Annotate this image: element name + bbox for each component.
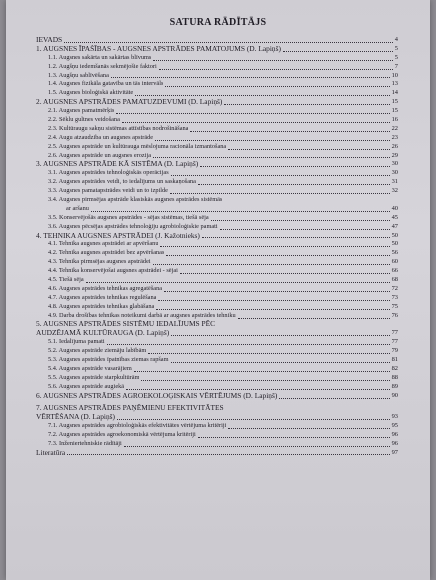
toc-entry-page: 75 bbox=[391, 302, 398, 310]
toc-entry-page: 96 bbox=[391, 430, 398, 438]
toc-entry-page: 15 bbox=[391, 98, 398, 106]
toc-entry bbox=[36, 134, 398, 143]
toc-entry-title: 1.3. Augšņu sablīvēšana bbox=[48, 71, 109, 79]
dot-leader bbox=[279, 398, 389, 399]
toc-entry-page: 45 bbox=[391, 213, 398, 221]
toc-entry-page: 96 bbox=[391, 439, 398, 447]
toc-entry bbox=[36, 431, 398, 440]
toc-entry bbox=[36, 232, 398, 241]
toc-entry-title: 6. AUGSNES APSTRĀDES AGROEKOLOĢISKAIS VĒRTĒJUMS (D. Lapiņš) bbox=[36, 391, 278, 400]
toc-entry bbox=[36, 347, 398, 356]
toc-entry-page: 14 bbox=[391, 89, 398, 97]
toc-entry-page: 97 bbox=[391, 448, 398, 456]
toc-entry-title: 3.5. Konservējošās augsnes apstrādes - sējas sistēmas, tiešā sēja bbox=[48, 213, 209, 221]
toc-entry bbox=[36, 125, 398, 134]
toc-entry-title: 7.1. Augsnes apstrādes agrobioloģiskās efektivitātes vērtējuma kritēriji bbox=[48, 421, 227, 429]
toc-entry-title: 3. AUGSNES APSTRĀDE KĀ SISTĒMA (D. Lapiņš) bbox=[36, 160, 199, 169]
toc-entry bbox=[36, 392, 398, 401]
dot-leader bbox=[224, 104, 389, 105]
toc-entry-page: 82 bbox=[391, 364, 398, 372]
toc-entry-page: 26 bbox=[391, 142, 398, 150]
toc-entry-title: 1.5. Augsnes bioloģiskā aktivitāte bbox=[48, 89, 134, 97]
toc-entry-title: 5.1. Iedalījuma pamati bbox=[48, 338, 105, 346]
dot-leader bbox=[228, 149, 389, 150]
toc-entry bbox=[36, 356, 398, 365]
toc-entry-page: 32 bbox=[391, 187, 398, 195]
toc-entry-title: 5.3. Augsnes apstrādes īpatnības ziemas rapšam bbox=[48, 356, 169, 364]
dot-leader bbox=[153, 264, 390, 265]
toc-entry-title: 3.2. Augsnes apstrādes veidi, to iedalījums un saskaņošana bbox=[48, 178, 196, 186]
toc-entry-title: 5.5. Augsnes apstrāde starpkultūrām bbox=[48, 373, 140, 381]
toc-entry-page: 47 bbox=[391, 222, 398, 230]
dot-leader bbox=[200, 166, 389, 167]
dot-leader bbox=[198, 184, 390, 185]
toc-entry bbox=[36, 196, 398, 205]
dot-leader bbox=[202, 237, 390, 238]
toc-entry bbox=[36, 63, 398, 72]
toc-entry bbox=[36, 312, 398, 321]
toc-entry-title: 4.4. Tehnika konservējošai augsnes apstrādei - sējai bbox=[48, 267, 178, 275]
toc-entry-title: 7.2. Augsnes apstrādes agroekonomiskā vērtējuma kritēriji bbox=[48, 430, 196, 438]
toc-entry-title: 1.1. Augsnes sakārta un sakārtas blīvums bbox=[48, 53, 152, 61]
toc-entry-title: 4.5. Tiešā sēja bbox=[48, 276, 84, 284]
toc-entry-page: 77 bbox=[391, 338, 398, 346]
toc-entry-page: 30 bbox=[391, 160, 398, 168]
dot-leader bbox=[171, 335, 389, 336]
dot-leader bbox=[156, 309, 389, 310]
dot-leader bbox=[122, 122, 390, 123]
toc-entry-title: 1.4. Augsnes fizikāla gatavība un tās intervāls bbox=[48, 80, 164, 88]
dot-leader bbox=[153, 60, 392, 61]
toc-entry-page: 16 bbox=[391, 116, 398, 123]
toc-entry-title: Literatūra bbox=[36, 448, 66, 457]
dot-leader bbox=[171, 175, 390, 176]
toc-entry-title: 4.6. Augsnes apstrādes tehnikas agregatēšana bbox=[48, 284, 163, 292]
toc-entry-page: 5 bbox=[394, 53, 398, 61]
dot-leader bbox=[153, 157, 390, 158]
dot-leader bbox=[228, 428, 389, 429]
toc-entry-title: 4.9. Darba drošības tehnikas noteikumi darbā ar augsnes apstrādes tehniku bbox=[48, 311, 236, 319]
toc-entry-page: 4 bbox=[394, 35, 398, 43]
dot-leader bbox=[67, 454, 389, 455]
toc-entry-page: 77 bbox=[391, 329, 398, 337]
toc-entry bbox=[36, 54, 398, 63]
toc-entry-title: 2. AUGSNES APSTRĀDES PAMATUZDEVUMI (D. Lapiņš) bbox=[36, 98, 223, 107]
toc-entry bbox=[36, 205, 398, 214]
toc-entry bbox=[36, 422, 398, 431]
toc-entry bbox=[36, 413, 398, 422]
toc-entry-title: 1. AUGSNES ĪPAŠĪBAS - AUGSNES APSTRĀDES PAMATOJUMS (D. Lapiņš) bbox=[36, 44, 281, 53]
toc-entry-title: 2.1. Augsnes pamatmērķis bbox=[48, 107, 115, 115]
toc-entry-page: 5 bbox=[394, 44, 398, 52]
toc-entry bbox=[36, 374, 398, 383]
page-title: SATURA RĀDĪTĀJS bbox=[169, 17, 267, 28]
dot-leader bbox=[198, 437, 390, 438]
toc-entry-title: VĒRTĒŠANA (D. Lapiņš) bbox=[36, 413, 115, 421]
toc-entry bbox=[36, 36, 398, 45]
dot-leader bbox=[141, 380, 389, 381]
toc-entry-page: 66 bbox=[391, 267, 398, 275]
toc-entry bbox=[36, 329, 398, 338]
toc-entry-page: 72 bbox=[391, 284, 398, 292]
toc-entry bbox=[36, 80, 398, 89]
dot-leader bbox=[160, 246, 389, 247]
toc-entry bbox=[36, 169, 398, 178]
toc-entry-page: 7 bbox=[394, 62, 398, 70]
toc-entry bbox=[36, 276, 398, 285]
toc-entry-title: 2.2. Sēklu gultnes veidošana bbox=[48, 116, 120, 123]
toc-entry-page: 88 bbox=[391, 373, 398, 381]
toc-entry-page: 31 bbox=[391, 178, 398, 186]
toc-entry bbox=[36, 187, 398, 196]
dot-leader bbox=[135, 95, 389, 96]
dot-leader bbox=[148, 353, 389, 354]
dot-leader bbox=[124, 446, 390, 447]
toc-entry-title: 2.4. Augu atzaudziba un augsnes apstrāde bbox=[48, 133, 154, 141]
table-of-contents bbox=[36, 36, 398, 457]
toc-entry-title: IEVADS bbox=[36, 35, 63, 44]
toc-entry bbox=[36, 89, 398, 98]
toc-entry-title: ar aršanu bbox=[66, 204, 89, 212]
toc-entry-page: 50 bbox=[391, 240, 398, 248]
toc-entry-page: 23 bbox=[391, 133, 398, 141]
dot-leader bbox=[166, 255, 389, 256]
toc-entry-page: 13 bbox=[391, 80, 398, 88]
toc-entry-page: 15 bbox=[391, 107, 398, 115]
dot-leader bbox=[111, 77, 390, 78]
toc-entry-page: 76 bbox=[391, 311, 398, 319]
dot-leader bbox=[158, 300, 389, 301]
toc-entry-page: 10 bbox=[391, 71, 398, 79]
toc-entry bbox=[36, 116, 398, 125]
toc-entry-title: 2.3. Kultūraugu sakņu sistēmas attīstības nodrošināšana bbox=[48, 124, 189, 132]
dot-leader bbox=[283, 51, 393, 52]
toc-entry bbox=[36, 107, 398, 116]
toc-entry-title: 2.6. Augsnes apstrāde un augsnes erozija bbox=[48, 151, 151, 159]
toc-entry-title: 3.3. Augsnes pamatapstrādes veidi un to izpilde bbox=[48, 187, 168, 195]
toc-entry-title: 4.2. Tehnika augsnes apstrādei bez apvēršanas bbox=[48, 249, 165, 257]
toc-entry-page: 50 bbox=[391, 231, 398, 239]
toc-entry-page: 60 bbox=[391, 258, 398, 266]
toc-entry bbox=[36, 160, 398, 169]
toc-entry-page: 30 bbox=[391, 169, 398, 177]
toc-entry-title: 1.2. Augšņu iedemšanās sekmējošie faktori bbox=[48, 62, 157, 70]
dot-leader bbox=[86, 282, 390, 283]
dot-leader bbox=[159, 69, 393, 70]
toc-entry-page: 90 bbox=[391, 391, 398, 399]
dot-leader bbox=[91, 211, 390, 212]
toc-entry-page: 68 bbox=[391, 276, 398, 284]
toc-entry-title: 5. AUGSNES APSTRĀDES SISTĒMU IEDALĪJUMS PĒC bbox=[36, 320, 216, 329]
toc-entry-title: 3.1. Augsnes apstrādes tehnoloģiskās operācijas bbox=[48, 169, 169, 177]
toc-entry bbox=[36, 383, 398, 392]
toc-entry bbox=[36, 285, 398, 294]
toc-entry-title: 2.5. Augsnes apstrāde un kultūrauga mēslojuma racionāla izmantošana bbox=[48, 142, 227, 150]
toc-entry-page: 56 bbox=[391, 249, 398, 257]
toc-entry-title: 4.3. Tehnika pirmsējas augsnes apstrādei bbox=[48, 258, 151, 266]
toc-entry bbox=[36, 303, 398, 312]
toc-entry bbox=[36, 258, 398, 267]
toc-entry bbox=[36, 143, 398, 152]
toc-entry bbox=[36, 338, 398, 347]
document-page bbox=[6, 0, 430, 580]
toc-entry-title: 3.6. Augsnes pēcsējas apstrādes tehnoloģiju agrobioloģiskie pamati bbox=[48, 222, 218, 230]
toc-entry bbox=[36, 321, 398, 330]
toc-entry-title: 4. TEHNIKA AUGSNES APSTRĀDEI (J. Kažotnieks) bbox=[36, 231, 200, 240]
dot-leader bbox=[64, 42, 393, 43]
toc-entry-page: 29 bbox=[391, 151, 398, 159]
toc-entry-page: 79 bbox=[391, 347, 398, 355]
toc-entry bbox=[36, 45, 398, 54]
toc-entry-page: 40 bbox=[391, 204, 398, 212]
toc-entry bbox=[36, 440, 398, 449]
toc-entry-page: 95 bbox=[391, 421, 398, 429]
toc-entry bbox=[36, 401, 398, 414]
toc-entry-title: 4.1. Tehnika augsnes apstrādei ar apvēršanu bbox=[48, 240, 159, 248]
dot-leader bbox=[117, 419, 390, 420]
dot-leader bbox=[165, 86, 389, 87]
dot-leader bbox=[180, 273, 390, 274]
toc-entry bbox=[36, 223, 398, 232]
dot-leader bbox=[170, 193, 390, 194]
toc-entry-page: 73 bbox=[391, 293, 398, 301]
toc-entry-title: 4.8. Augsnes apstrādes tehnikas glabāšana bbox=[48, 302, 155, 310]
dot-leader bbox=[171, 362, 390, 363]
dot-leader bbox=[190, 131, 389, 132]
toc-entry bbox=[36, 267, 398, 276]
toc-entry-title: 7.3. Inženiertehniskie rādītāji bbox=[48, 439, 122, 447]
dot-leader bbox=[238, 318, 390, 319]
toc-entry-page: 81 bbox=[391, 356, 398, 364]
dot-leader bbox=[116, 113, 389, 114]
toc-entry-title: 4.7. Augsnes apstrādes tehnikas regulēšana bbox=[48, 293, 157, 301]
dot-leader bbox=[107, 344, 390, 345]
toc-entry bbox=[36, 365, 398, 374]
toc-entry bbox=[36, 294, 398, 303]
toc-entry bbox=[36, 249, 398, 258]
toc-entry bbox=[36, 240, 398, 249]
toc-entry-title: 5.2. Augsnes apstrāde ziemāju labībām bbox=[48, 347, 147, 355]
toc-entry bbox=[36, 449, 398, 458]
toc-entry-title: 5.4. Augsnes apstrāde vasarājiem bbox=[48, 364, 132, 372]
dot-leader bbox=[134, 371, 390, 372]
toc-entry bbox=[36, 72, 398, 81]
toc-entry-title: AUDZĒJAMĀ KULTŪRAUGA (D. Lapiņš) bbox=[36, 329, 170, 338]
toc-entry-page: 89 bbox=[391, 382, 398, 390]
toc-entry-title: 5.6. Augsnes apstrāde augiekā bbox=[48, 382, 125, 390]
toc-entry bbox=[36, 214, 398, 223]
dot-leader bbox=[220, 229, 390, 230]
dot-leader bbox=[164, 291, 390, 292]
toc-entry-page: 22 bbox=[391, 124, 398, 132]
toc-entry-page: 93 bbox=[391, 413, 398, 420]
toc-entry-title: 3.4. Augsnes pirmsējas apstrāde klasiskās augsnes apstrādes sistēmās bbox=[48, 196, 223, 204]
toc-entry-title: 7. AUGSNES APSTRĀDES PAŅĒMIENU EFEKTIVITĀTES bbox=[36, 404, 224, 413]
dot-leader bbox=[211, 220, 390, 221]
toc-entry bbox=[36, 178, 398, 187]
dot-leader bbox=[126, 389, 390, 390]
toc-entry bbox=[36, 152, 398, 161]
dot-leader bbox=[155, 140, 390, 141]
toc-entry bbox=[36, 98, 398, 107]
